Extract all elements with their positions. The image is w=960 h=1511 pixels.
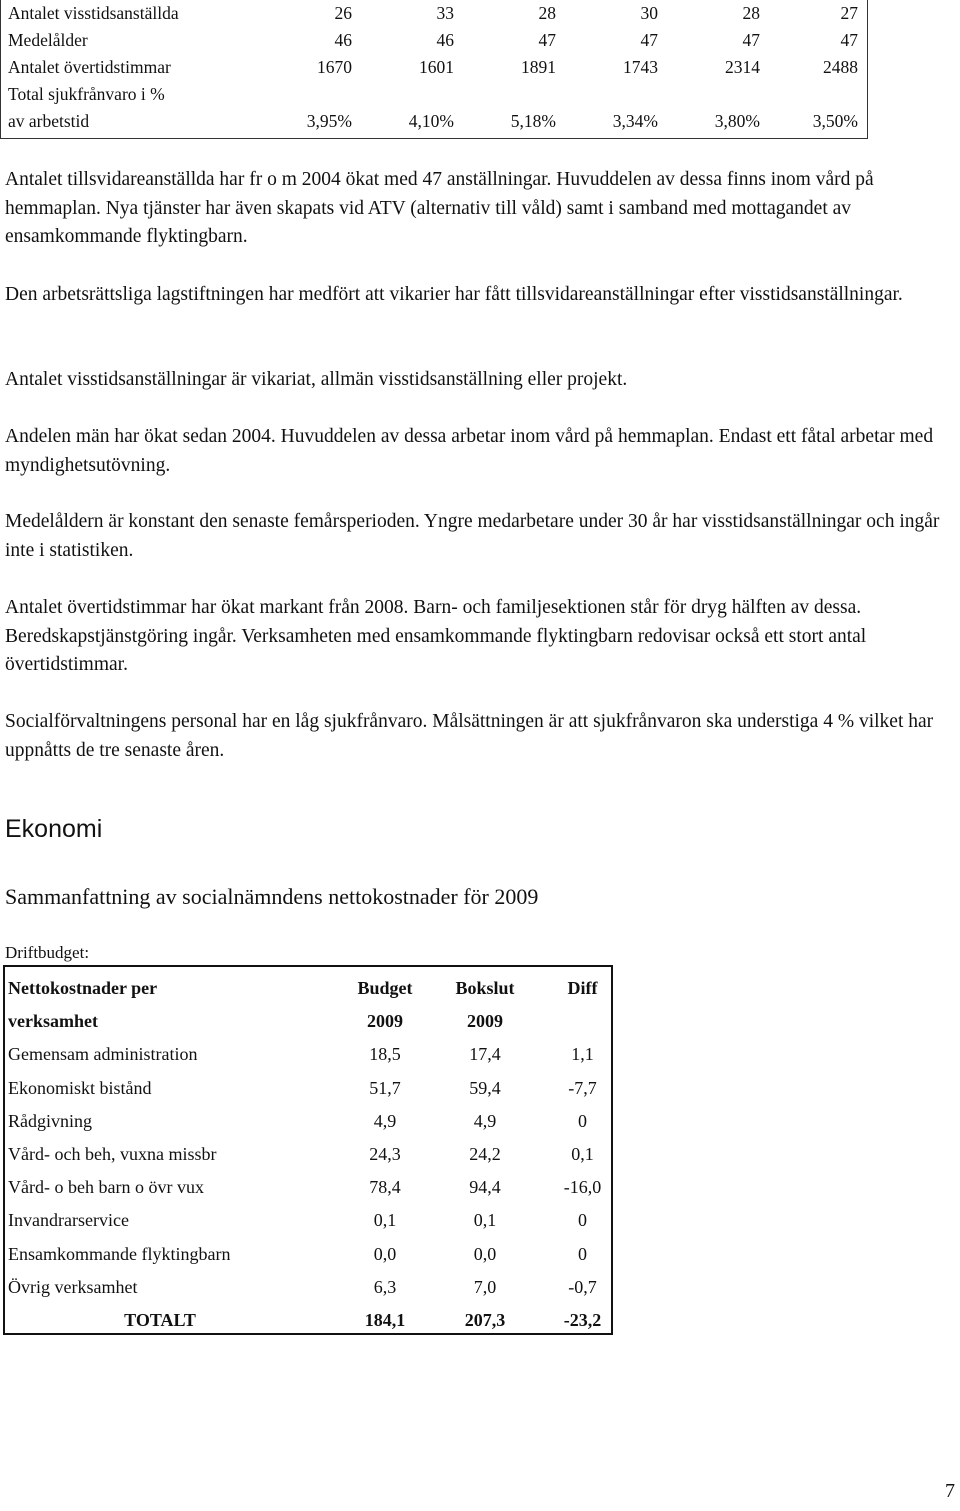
table-cell: 51,7 bbox=[369, 1077, 401, 1098]
table-cell: 0,0 bbox=[373, 1243, 397, 1264]
table-row bbox=[5, 1271, 630, 1304]
table-cell bbox=[760, 81, 866, 108]
paragraph-medelalder: Medelåldern är konstant den senaste femårsperioden. Yngre medarbetare under 30 år har visstidsanställningar och ingår inte i statistiken. bbox=[5, 511, 940, 561]
paragraph-tillsvidare: Antalet tillsvidareanställda har fr o m 2004 ökat med 47 anställningar. Huvuddelen av dessa finns inom vård på hemmaplan. Nya tjänster har även skapats vid ATV (alternativ till våld) samt i samband med mottagandet av ensamkommande flyktingbarn. bbox=[5, 169, 874, 247]
table-row bbox=[0, 54, 866, 81]
table-row bbox=[5, 1038, 630, 1071]
row-label: Ekonomiskt bistånd bbox=[8, 1077, 152, 1098]
table-cell: 207,3 bbox=[464, 1309, 506, 1330]
row-label: verksamhet bbox=[8, 1011, 98, 1032]
table-cell: 3,50% bbox=[812, 111, 858, 131]
row-label: Ensamkommande flyktingbarn bbox=[8, 1243, 231, 1264]
table-cell: 46 bbox=[334, 30, 352, 50]
table-cell: 0 bbox=[578, 1110, 587, 1131]
table-row bbox=[5, 1204, 630, 1237]
table-caption: Driftbudget: bbox=[5, 943, 90, 962]
table-cell: 2314 bbox=[725, 57, 760, 77]
table-cell: 4,9 bbox=[373, 1110, 397, 1131]
table-cell: 0,1 bbox=[373, 1210, 397, 1231]
table-cell: 26 bbox=[334, 3, 352, 23]
table-row bbox=[5, 1171, 630, 1204]
table-row bbox=[5, 1304, 630, 1337]
table-cell: 59,4 bbox=[469, 1077, 501, 1098]
row-label: Gemensam administration bbox=[8, 1044, 198, 1065]
table-cell: 184,1 bbox=[364, 1309, 406, 1330]
table-cell: 33 bbox=[436, 3, 454, 23]
row-label: Invandrarservice bbox=[8, 1210, 129, 1231]
table-cell: 5,18% bbox=[510, 111, 556, 131]
table-cell: -16,0 bbox=[563, 1177, 602, 1198]
table-cell: 1743 bbox=[623, 57, 658, 77]
table-cell: Budget bbox=[357, 978, 413, 999]
paragraph-arbetsratt: Den arbetsrättsliga lagstiftningen har medfört att vikarier har fått tillsvidareanställningar efter visstidsanställningar. bbox=[5, 284, 903, 305]
table-cell bbox=[248, 81, 352, 108]
table-cell: 94,4 bbox=[469, 1177, 501, 1198]
table-row bbox=[5, 1138, 630, 1171]
table-cell: 1,1 bbox=[571, 1044, 594, 1065]
table-cell bbox=[454, 81, 556, 108]
row-label: Vård- o beh barn o övr vux bbox=[8, 1177, 204, 1198]
table-cell: 0 bbox=[578, 1210, 587, 1231]
table-row bbox=[0, 0, 866, 27]
table-cell: 30 bbox=[640, 3, 658, 23]
table-row bbox=[5, 1072, 630, 1105]
table-cell: 0,1 bbox=[473, 1210, 497, 1231]
table-cell: 47 bbox=[742, 30, 760, 50]
table-cell: 2009 bbox=[367, 1011, 403, 1032]
table-cell: 47 bbox=[640, 30, 658, 50]
row-label: Antalet visstidsanställda bbox=[8, 3, 179, 23]
paragraph-andel-man: Andelen män har ökat sedan 2004. Huvuddelen av dessa arbetar inom vård på hemmaplan. Endast ett fåtal arbetar med myndighetsutövning. bbox=[5, 426, 934, 476]
row-label: Nettokostnader per bbox=[8, 978, 158, 999]
table-cell: 28 bbox=[538, 3, 556, 23]
table-cell: 18,5 bbox=[369, 1044, 401, 1065]
table-cell: 28 bbox=[742, 3, 760, 23]
table-row bbox=[0, 108, 866, 135]
table-cell: 0,1 bbox=[571, 1144, 594, 1165]
section-heading: Ekonomi bbox=[5, 815, 103, 843]
table-cell: 7,0 bbox=[473, 1276, 497, 1297]
table-cell: 47 bbox=[538, 30, 556, 50]
table-cell bbox=[535, 1005, 630, 1038]
row-label: Medelålder bbox=[8, 30, 88, 50]
table-cell: 4,10% bbox=[408, 111, 454, 131]
row-label: Rådgivning bbox=[8, 1110, 92, 1131]
table-cell: 4,9 bbox=[473, 1110, 497, 1131]
table-cell bbox=[352, 81, 454, 108]
table-cell: -23,2 bbox=[563, 1309, 602, 1330]
table-cell: 3,95% bbox=[306, 111, 352, 131]
table-cell: 6,3 bbox=[373, 1276, 397, 1297]
table-cell: 1601 bbox=[419, 57, 454, 77]
table-cell: 47 bbox=[840, 30, 858, 50]
paragraph-visstid: Antalet visstidsanställningar är vikariat, allmän visstidsanställning eller projekt. bbox=[5, 369, 628, 390]
subheading: Sammanfattning av socialnämndens nettokostnader för 2009 bbox=[5, 884, 539, 909]
row-label: Total sjukfrånvaro i % bbox=[8, 84, 165, 104]
row-label: TOTALT bbox=[124, 1309, 196, 1330]
table-row bbox=[0, 81, 866, 108]
table-row bbox=[5, 1238, 630, 1271]
table-cell: 0,0 bbox=[473, 1243, 497, 1264]
paragraph-sjukfranvaro: Socialförvaltningens personal har en låg sjukfrånvaro. Målsättningen är att sjukfrånvaron ska understiga 4 % vilket har uppnåtts de tre senaste åren. bbox=[5, 711, 934, 761]
table-row bbox=[0, 27, 866, 54]
table-cell: 1891 bbox=[521, 57, 556, 77]
budget-table bbox=[5, 972, 630, 1337]
table-cell: 24,2 bbox=[469, 1144, 501, 1165]
table-cell: 27 bbox=[840, 3, 858, 23]
table-cell: 2009 bbox=[467, 1011, 503, 1032]
table-cell: 1670 bbox=[317, 57, 352, 77]
table-row bbox=[5, 1005, 630, 1038]
table-row bbox=[5, 972, 630, 1005]
table-cell: -0,7 bbox=[568, 1276, 597, 1297]
table-row bbox=[5, 1105, 630, 1138]
table-cell: 3,34% bbox=[612, 111, 658, 131]
row-label: Antalet övertidstimmar bbox=[8, 57, 171, 77]
row-label: Vård- och beh, vuxna missbr bbox=[8, 1144, 217, 1165]
table-cell bbox=[556, 81, 658, 108]
table-cell: 24,3 bbox=[369, 1144, 401, 1165]
table-cell: 3,80% bbox=[714, 111, 760, 131]
table-cell: 2488 bbox=[823, 57, 858, 77]
statistics-table bbox=[0, 0, 866, 135]
table-cell: Diff bbox=[567, 978, 598, 999]
table-cell: 46 bbox=[436, 30, 454, 50]
table-cell: 0 bbox=[578, 1243, 587, 1264]
paragraph-overtid: Antalet övertidstimmar har ökat markant från 2008. Barn- och familjesektionen står för dryg hälften av dessa. Beredskapstjänstgöring ingår. Verksamheten med ensamkommande flyktingbarn redovisar också ett stort antal övertidstimmar. bbox=[5, 597, 867, 675]
row-label: av arbetstid bbox=[8, 111, 90, 131]
table-cell: -7,7 bbox=[568, 1077, 597, 1098]
table-cell: 78,4 bbox=[369, 1177, 401, 1198]
page-number: 7 bbox=[945, 1480, 955, 1502]
row-label: Övrig verksamhet bbox=[8, 1276, 138, 1297]
table-cell bbox=[658, 81, 760, 108]
table-cell: 17,4 bbox=[469, 1044, 501, 1065]
table-cell: Bokslut bbox=[455, 978, 515, 999]
